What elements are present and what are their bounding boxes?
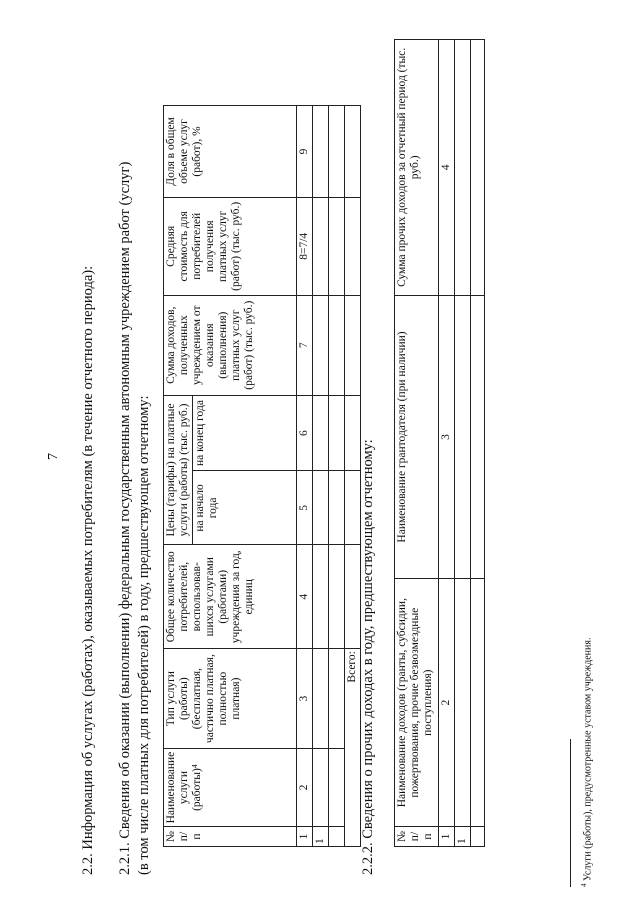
cell	[329, 827, 345, 847]
table-row	[313, 106, 329, 847]
header-num: № п/п	[395, 827, 439, 847]
row-num: 1	[313, 827, 329, 847]
section-2-2-1-heading	[116, 105, 154, 875]
cell	[329, 295, 345, 395]
header-service-name: Наименование услуги (работы)⁴	[164, 749, 297, 827]
table-row	[329, 106, 345, 847]
header-grantor: Наименование грантодателя (при наличии)	[395, 295, 439, 579]
header-price-end: на конец года	[193, 395, 297, 471]
cell	[329, 471, 345, 545]
header-price-start: на начало года	[193, 471, 297, 545]
cell	[313, 471, 329, 545]
cell	[345, 545, 361, 649]
col-index: 9	[297, 106, 313, 198]
col-index: 7	[297, 295, 313, 395]
cell	[313, 395, 329, 471]
other-income-table	[394, 39, 485, 847]
cell	[345, 395, 361, 471]
header-share: Доля в общем объеме услуг (работ), %	[164, 106, 297, 198]
header-prices: Цены (тарифы) на платные услуги (работы) (тыс. руб.)	[164, 395, 193, 545]
col-index: 2	[297, 749, 313, 827]
cell	[345, 295, 361, 395]
services-table	[163, 105, 361, 847]
col-index: 4	[297, 545, 313, 649]
section-2-2-2-heading: 2.2.2. Сведения о прочих доходах в году, предшествующем отчетному:	[360, 439, 376, 875]
cell	[471, 40, 485, 296]
cell	[313, 545, 329, 649]
cell	[313, 649, 329, 749]
cell	[329, 749, 345, 827]
col-index: 1	[297, 827, 313, 847]
row-num: 1	[455, 827, 471, 847]
cell	[471, 295, 485, 579]
cell	[455, 40, 471, 296]
col-index: 3	[439, 295, 455, 579]
col-index: 2	[439, 579, 455, 827]
header-service-type: Тип услуги (работы) (бесплатная, частично платная, полностью платная)	[164, 649, 297, 749]
cell	[455, 579, 471, 827]
cell	[329, 106, 345, 198]
column-index-row	[439, 40, 455, 847]
cell	[345, 197, 361, 295]
cell	[471, 579, 485, 827]
cell	[345, 106, 361, 198]
header-income-sum: Сумма доходов, полученных учреждением от оказания (выполнения) платных услуг (работ) (тыс. руб.)	[164, 295, 297, 395]
cell	[345, 471, 361, 545]
section-2-2-1-line2: (в том числе платных для потребителей) в году, предшествующем отчетному:	[136, 395, 152, 875]
footnote-text: Услуги (работы), предусмотренные уставом учреждения.	[582, 637, 594, 881]
cell	[329, 545, 345, 649]
cell	[313, 749, 329, 827]
col-index: 8=7/4	[297, 197, 313, 295]
cell	[455, 295, 471, 579]
cell	[313, 197, 329, 295]
cell	[313, 295, 329, 395]
cell	[313, 106, 329, 198]
col-index: 5	[297, 471, 313, 545]
footnote-mark: 4	[580, 883, 588, 887]
header-num: № п/п	[164, 827, 297, 847]
footnote-separator	[570, 739, 571, 887]
cell	[329, 197, 345, 295]
header-income-sum: Сумма прочих доходов за отчетный период (тыс. руб.)	[395, 40, 439, 296]
col-index: 6	[297, 395, 313, 471]
header-average-cost: Средняя стоимость для потребителей получения платных услуг (работ) (тыс. руб.)	[164, 197, 297, 295]
cell	[329, 649, 345, 749]
col-index: 1	[439, 827, 455, 847]
footnote	[580, 638, 593, 887]
section-2-2-1-line1: 2.2.1. Сведения об оказании (выполнении) федеральным государственным автономным учреждением работ (услуг)	[117, 161, 133, 875]
header-income-name: Наименование доходов (гранты, субсидии, пожертвования, прочие безвозмездные поступления)	[395, 579, 439, 827]
col-index: 3	[297, 649, 313, 749]
header-consumers-count: Общее количество потребителей, воспользовав-шихся услугами (работами) учреждения за год, единиц	[164, 545, 297, 649]
table-row	[471, 40, 485, 847]
col-index: 4	[439, 40, 455, 296]
column-index-row	[297, 106, 313, 847]
table-row	[455, 40, 471, 847]
page-number: 7	[46, 453, 61, 460]
total-row	[345, 106, 361, 847]
total-label: Всего:	[345, 649, 361, 847]
cell	[329, 395, 345, 471]
section-2-2-heading: 2.2. Информация об услугах (работах), оказываемых потребителям (в течение отчетного периода):	[80, 265, 96, 875]
cell	[471, 827, 485, 847]
